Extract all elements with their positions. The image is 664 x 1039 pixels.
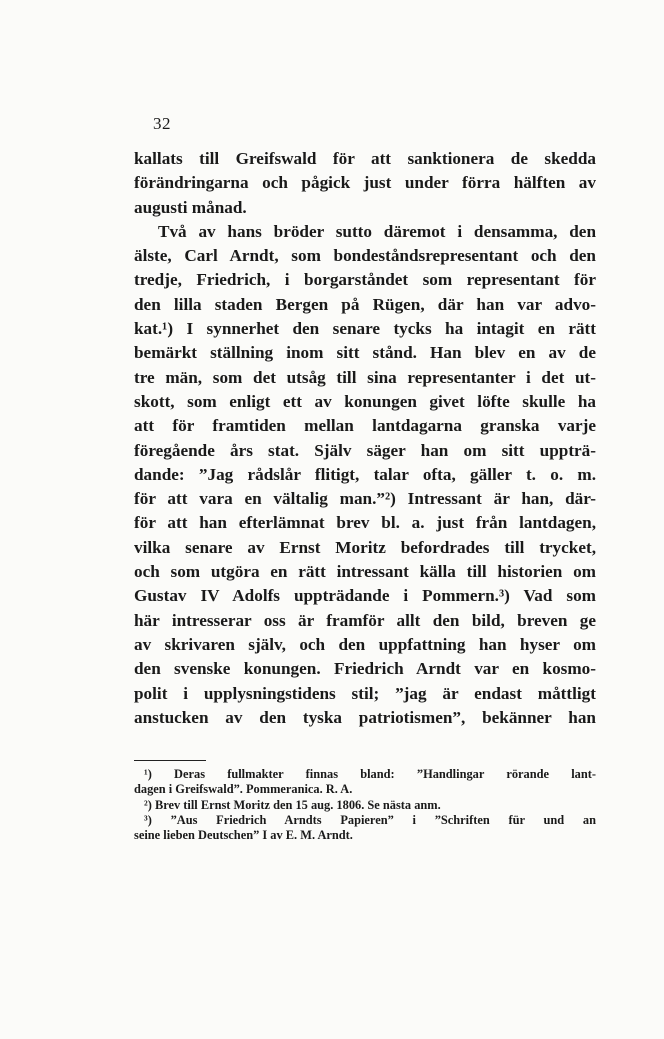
text-line: kallats till Greifswald för att sanktionera de skedda [134,149,596,168]
main-text [134,147,596,730]
text-line: Två av hans bröder sutto däremot i densamma, den [158,221,596,241]
text-line: dande: ”Jag rådslår flitigt, talar ofta, gäller t. o. m. [134,464,596,484]
footnotes [134,767,596,843]
footnote-line: ³) ”Aus Friedrich Arndts Papieren” i ”Schriften für und an [144,812,596,827]
text-line: här intresserar oss är framför allt den bild, breven ge [134,610,596,630]
footnote-line: seine lieben Deutschen” I av E. M. Arndt. [134,828,353,843]
text-line: Gustav IV Adolfs uppträdande i Pommern.³) Vad som [134,586,596,606]
text-line: augusti månad. [134,197,247,217]
text-line: vilka senare av Ernst Moritz befordrades till trycket, [134,537,596,557]
text-line: och som utgöra en rätt intressant källa till historien om [134,562,596,582]
text-line: polit i upplysningstidens stil; ”jag är endast måttligt [134,683,596,703]
page-number: 32 [153,114,171,133]
text-line: kat.¹) I synnerhet den senare tycks ha intagit en rätt [134,319,596,339]
text-line: skott, som enligt ett av konungen givet löfte skulle ha [134,391,596,411]
text-line: bemärkt ställning inom sitt stånd. Han blev en av de [134,343,596,363]
text-line: älste, Carl Arndt, som bondeståndsrepresentant och den [134,246,596,266]
text-line: förändringarna och pågick just under förra hälften av [134,173,596,193]
text-line: föregående års stat. Själv säger han om sitt uppträ- [134,440,596,460]
text-line: av skrivaren själv, och den uppfattning han hyser om [134,634,596,654]
footnote-line: dagen i Greifswald”. Pommeranica. R. A. [134,782,353,797]
text-line: tredje, Friedrich, i borgarståndet som representant för [134,270,596,290]
text-line: den lilla staden Bergen på Rügen, där han var advo- [134,294,596,314]
text-line: för att han efterlämnat brev bl. a. just från lantdagen, [134,513,596,533]
text-line: anstucken av den tyska patriotismen”, bekänner han [134,707,596,727]
footnote-line: ¹) Deras fullmakter finnas bland: ”Handlingar rörande lant- [144,767,596,781]
footnote-line: ²) Brev till Ernst Moritz den 15 aug. 1806. Se nästa anm. [144,797,441,812]
footnote-divider [134,760,206,761]
text-line: att för framtiden mellan lantdagarna granska varje [134,416,596,436]
text-line: för att vara en vältalig man.”²) Intressant är han, där- [134,489,596,509]
text-line: den svenske konungen. Friedrich Arndt var en kosmo- [134,659,596,679]
text-line: tre män, som det utsåg till sina representanter i det ut- [134,367,596,387]
